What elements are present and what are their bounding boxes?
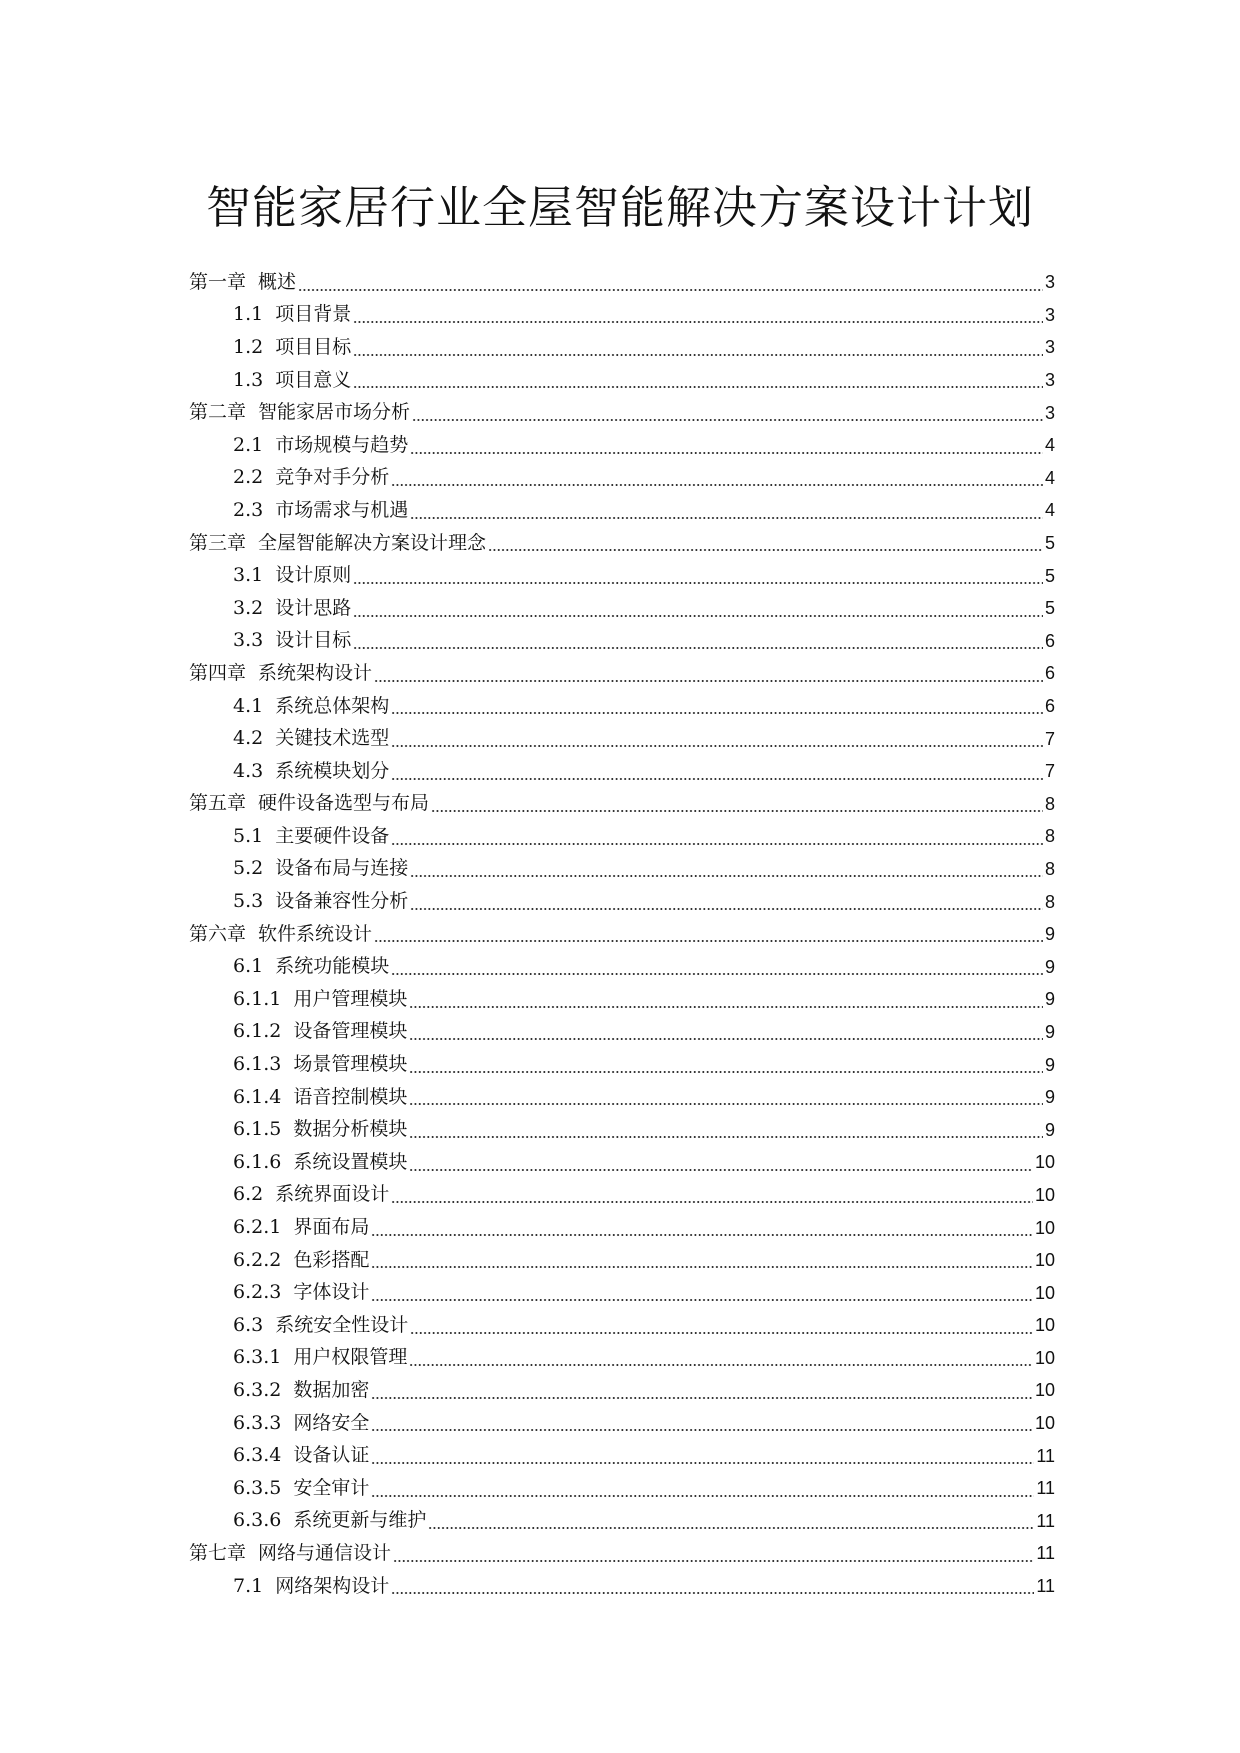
toc-entry[interactable] [189,820,1055,853]
toc-dot-leader [431,810,1043,812]
toc-entry[interactable] [189,462,1055,495]
table-of-contents [189,266,1055,1602]
toc-entry-number: 第一章 [189,270,247,293]
toc-dot-leader [371,1397,1033,1399]
toc-entry-title: 竞争对手分析 [275,466,390,489]
toc-dot-leader [391,843,1043,845]
toc-entry[interactable] [189,1342,1055,1375]
toc-entry-title: 色彩搭配 [293,1248,370,1271]
toc-dot-leader [353,582,1043,584]
toc-entry[interactable] [189,559,1055,592]
toc-entry-number: 6.1.3 [233,1053,282,1076]
toc-entry-number: 2.2 [233,466,264,489]
toc-entry-title: 字体设计 [293,1281,370,1304]
toc-entry-page-number: 3 [1044,304,1055,325]
toc-entry-number: 6.1 [233,955,264,978]
toc-entry[interactable] [189,625,1055,658]
toc-entry[interactable] [189,1407,1055,1440]
toc-entry-title: 设备布局与连接 [275,857,409,880]
document-title: 智能家居行业全屋智能解决方案设计计划 [205,181,1034,234]
toc-entry-title: 用户管理模块 [293,987,408,1010]
toc-entry-number: 6.2.1 [233,1216,282,1239]
toc-entry-title: 用户权限管理 [293,1346,408,1369]
toc-entry-page-number: 11 [1036,1576,1055,1597]
toc-entry-page-number: 9 [1044,1021,1055,1042]
toc-dot-leader [409,1169,1033,1171]
toc-entry[interactable] [189,690,1055,723]
toc-entry-number: 5.2 [233,857,264,880]
toc-entry-page-number: 4 [1044,435,1055,456]
toc-entry[interactable] [189,1113,1055,1146]
toc-entry-number: 第七章 [189,1541,247,1564]
toc-entry-title: 智能家居市场分析 [258,401,411,424]
toc-entry-page-number: 10 [1034,1282,1055,1303]
toc-entry[interactable] [189,1179,1055,1212]
toc-entry[interactable] [189,494,1055,527]
toc-dot-leader [353,354,1043,356]
toc-entry-number: 4.3 [233,759,264,782]
toc-entry-page-number: 5 [1044,565,1055,586]
toc-entry[interactable] [189,657,1055,690]
toc-entry[interactable] [189,1309,1055,1342]
toc-entry-page-number: 10 [1034,1413,1055,1434]
toc-entry-number: 3.3 [233,629,264,652]
toc-dot-leader [409,1136,1043,1138]
toc-entry-number: 第五章 [189,792,247,815]
toc-entry-page-number: 10 [1034,1217,1055,1238]
toc-dot-leader [409,1071,1043,1073]
toc-entry-number: 第二章 [189,401,247,424]
toc-entry-page-number: 11 [1036,1478,1055,1499]
toc-entry-page-number: 10 [1034,1347,1055,1368]
toc-entry-page-number: 9 [1044,989,1055,1010]
toc-entry-page-number: 8 [1044,826,1055,847]
toc-entry[interactable] [189,722,1055,755]
toc-entry[interactable] [189,299,1055,332]
toc-entry-number: 6.1.4 [233,1085,282,1108]
toc-entry-number: 6.2.2 [233,1248,282,1271]
toc-entry-page-number: 11 [1036,1510,1055,1531]
toc-dot-leader [393,1560,1034,1562]
toc-entry-number: 6.3 [233,1313,264,1336]
toc-entry-title: 关键技术选型 [275,727,390,750]
toc-entry-number: 5.3 [233,890,264,913]
toc-entry-title: 项目目标 [275,335,352,358]
toc-entry-number: 6.3.6 [233,1509,282,1532]
toc-dot-leader [428,1527,1034,1529]
toc-entry[interactable] [189,1439,1055,1472]
toc-entry-page-number: 9 [1044,1087,1055,1108]
toc-entry-title: 设计思路 [275,596,352,619]
toc-entry-number: 6.3.5 [233,1476,282,1499]
toc-entry-title: 系统安全性设计 [275,1313,409,1336]
toc-entry-number: 6.3.4 [233,1444,282,1467]
toc-dot-leader [409,1006,1043,1008]
toc-dot-leader [371,1299,1033,1301]
toc-entry-number: 6.3.1 [233,1346,282,1369]
toc-entry-page-number: 10 [1034,1250,1055,1271]
toc-entry-page-number: 9 [1044,956,1055,977]
toc-entry[interactable] [189,853,1055,886]
toc-entry-title: 系统总体架构 [275,694,390,717]
toc-dot-leader [409,1364,1033,1366]
toc-entry[interactable] [189,396,1055,429]
toc-entry[interactable] [189,950,1055,983]
toc-dot-leader [391,712,1043,714]
toc-dot-leader [410,908,1043,910]
toc-entry-page-number: 8 [1044,793,1055,814]
toc-entry-title: 设计原则 [275,564,352,587]
toc-entry-number: 6.1.6 [233,1150,282,1173]
toc-entry-number: 2.3 [233,498,264,521]
toc-dot-leader [412,419,1043,421]
toc-entry[interactable] [189,788,1055,821]
toc-entry-page-number: 9 [1044,1054,1055,1075]
toc-entry[interactable] [189,1211,1055,1244]
toc-dot-leader [391,973,1043,975]
toc-entry-title: 网络架构设计 [275,1574,390,1597]
toc-entry[interactable] [189,429,1055,462]
toc-entry-title: 市场需求与机遇 [275,498,409,521]
toc-entry-number: 3.2 [233,596,264,619]
toc-entry-page-number: 4 [1044,500,1055,521]
toc-dot-leader [391,1201,1033,1203]
toc-entry[interactable] [189,364,1055,397]
toc-entry-page-number: 7 [1044,761,1055,782]
toc-dot-leader [391,778,1043,780]
toc-entry-number: 1.1 [233,303,264,326]
toc-dot-leader [371,1266,1033,1268]
toc-dot-leader [391,745,1043,747]
toc-entry-number: 6.1.5 [233,1118,282,1141]
toc-entry-number: 6.2 [233,1183,264,1206]
toc-entry-page-number: 10 [1034,1152,1055,1173]
toc-entry-page-number: 5 [1044,598,1055,619]
toc-entry-title: 系统功能模块 [275,955,390,978]
toc-entry[interactable] [189,1048,1055,1081]
toc-dot-leader [410,517,1043,519]
toc-entry-title: 全屋智能解决方案设计理念 [258,531,487,554]
toc-entry-page-number: 4 [1044,467,1055,488]
toc-entry-number: 6.2.3 [233,1281,282,1304]
toc-entry-number: 第三章 [189,531,247,554]
toc-entry-number: 5.1 [233,824,264,847]
toc-entry-title: 系统模块划分 [275,759,390,782]
toc-entry-page-number: 6 [1044,663,1055,684]
toc-entry-number: 3.1 [233,564,264,587]
toc-entry-title: 系统更新与维护 [293,1509,427,1532]
toc-entry-number: 4.1 [233,694,264,717]
toc-entry-page-number: 10 [1034,1315,1055,1336]
toc-dot-leader [353,386,1043,388]
toc-entry-number: 4.2 [233,727,264,750]
toc-entry[interactable] [189,592,1055,625]
toc-entry[interactable] [189,755,1055,788]
toc-dot-leader [371,1495,1034,1497]
toc-entry-title: 设备认证 [293,1444,370,1467]
toc-entry-page-number: 11 [1036,1543,1055,1564]
toc-entry[interactable] [189,1016,1055,1049]
toc-entry-page-number: 9 [1044,1119,1055,1140]
toc-entry[interactable] [189,1244,1055,1277]
toc-dot-leader [488,549,1043,551]
toc-entry-page-number: 5 [1044,533,1055,554]
toc-entry[interactable] [189,1472,1055,1505]
toc-dot-leader [409,1103,1043,1105]
toc-entry-title: 安全审计 [293,1476,370,1499]
toc-entry[interactable] [189,1146,1055,1179]
toc-entry-page-number: 6 [1044,630,1055,651]
toc-entry-number: 6.3.3 [233,1411,282,1434]
toc-entry-number: 1.2 [233,335,264,358]
toc-entry-title: 主要硬件设备 [275,824,390,847]
toc-entry[interactable] [189,918,1055,951]
toc-dot-leader [391,484,1043,486]
toc-entry-page-number: 9 [1044,924,1055,945]
toc-dot-leader [374,680,1043,682]
toc-dot-leader [410,1332,1033,1334]
toc-entry[interactable] [189,331,1055,364]
toc-entry-title: 设备兼容性分析 [275,890,409,913]
toc-entry-page-number: 8 [1044,858,1055,879]
toc-dot-leader [298,289,1043,291]
toc-entry[interactable] [189,885,1055,918]
toc-entry-title: 数据加密 [293,1378,370,1401]
toc-entry-number: 第六章 [189,922,247,945]
toc-entry-page-number: 8 [1044,891,1055,912]
toc-entry-title: 项目意义 [275,368,352,391]
toc-entry-page-number: 10 [1034,1184,1055,1205]
toc-entry-page-number: 3 [1044,370,1055,391]
toc-entry-number: 7.1 [233,1574,264,1597]
toc-entry-title: 网络与通信设计 [258,1541,392,1564]
toc-entry-title: 市场规模与趋势 [275,433,409,456]
toc-dot-leader [410,875,1043,877]
toc-entry-title: 概述 [258,270,297,293]
toc-dot-leader [374,940,1043,942]
toc-entry[interactable] [189,1081,1055,1114]
toc-entry-title: 数据分析模块 [293,1118,408,1141]
toc-dot-leader [410,452,1043,454]
toc-entry-title: 系统设置模块 [293,1150,408,1173]
toc-dot-leader [353,615,1043,617]
toc-entry-title: 界面布局 [293,1216,370,1239]
toc-dot-leader [371,1429,1033,1431]
toc-entry-page-number: 7 [1044,728,1055,749]
toc-entry-number: 6.1.1 [233,987,282,1010]
toc-entry-title: 网络安全 [293,1411,370,1434]
toc-dot-leader [353,647,1043,649]
toc-dot-leader [353,321,1043,323]
toc-entry[interactable] [189,1276,1055,1309]
toc-entry[interactable] [189,1570,1055,1603]
toc-entry[interactable] [189,983,1055,1016]
toc-entry-title: 系统界面设计 [275,1183,390,1206]
toc-entry-page-number: 3 [1044,402,1055,423]
toc-entry-page-number: 10 [1034,1380,1055,1401]
toc-entry-title: 项目背景 [275,303,352,326]
toc-entry-title: 软件系统设计 [258,922,373,945]
toc-dot-leader [391,1592,1034,1594]
toc-entry-number: 第四章 [189,661,247,684]
toc-entry-title: 系统架构设计 [258,661,373,684]
toc-entry-page-number: 3 [1044,272,1055,293]
toc-entry-number: 6.3.2 [233,1378,282,1401]
toc-entry-number: 2.1 [233,433,264,456]
toc-entry-page-number: 3 [1044,337,1055,358]
toc-entry-page-number: 11 [1036,1445,1055,1466]
toc-entry[interactable] [189,266,1055,299]
toc-entry[interactable] [189,1505,1055,1538]
toc-entry-title: 语音控制模块 [293,1085,408,1108]
toc-entry-title: 设备管理模块 [293,1020,408,1043]
toc-entry-title: 设计目标 [275,629,352,652]
toc-entry-number: 6.1.2 [233,1020,282,1043]
toc-dot-leader [371,1462,1034,1464]
toc-entry-page-number: 6 [1044,696,1055,717]
toc-entry[interactable] [189,1374,1055,1407]
toc-entry[interactable] [189,527,1055,560]
toc-entry-number: 1.3 [233,368,264,391]
toc-entry[interactable] [189,1537,1055,1570]
toc-entry-title: 场景管理模块 [293,1053,408,1076]
toc-entry-title: 硬件设备选型与布局 [258,792,430,815]
toc-dot-leader [371,1234,1033,1236]
toc-dot-leader [409,1038,1043,1040]
